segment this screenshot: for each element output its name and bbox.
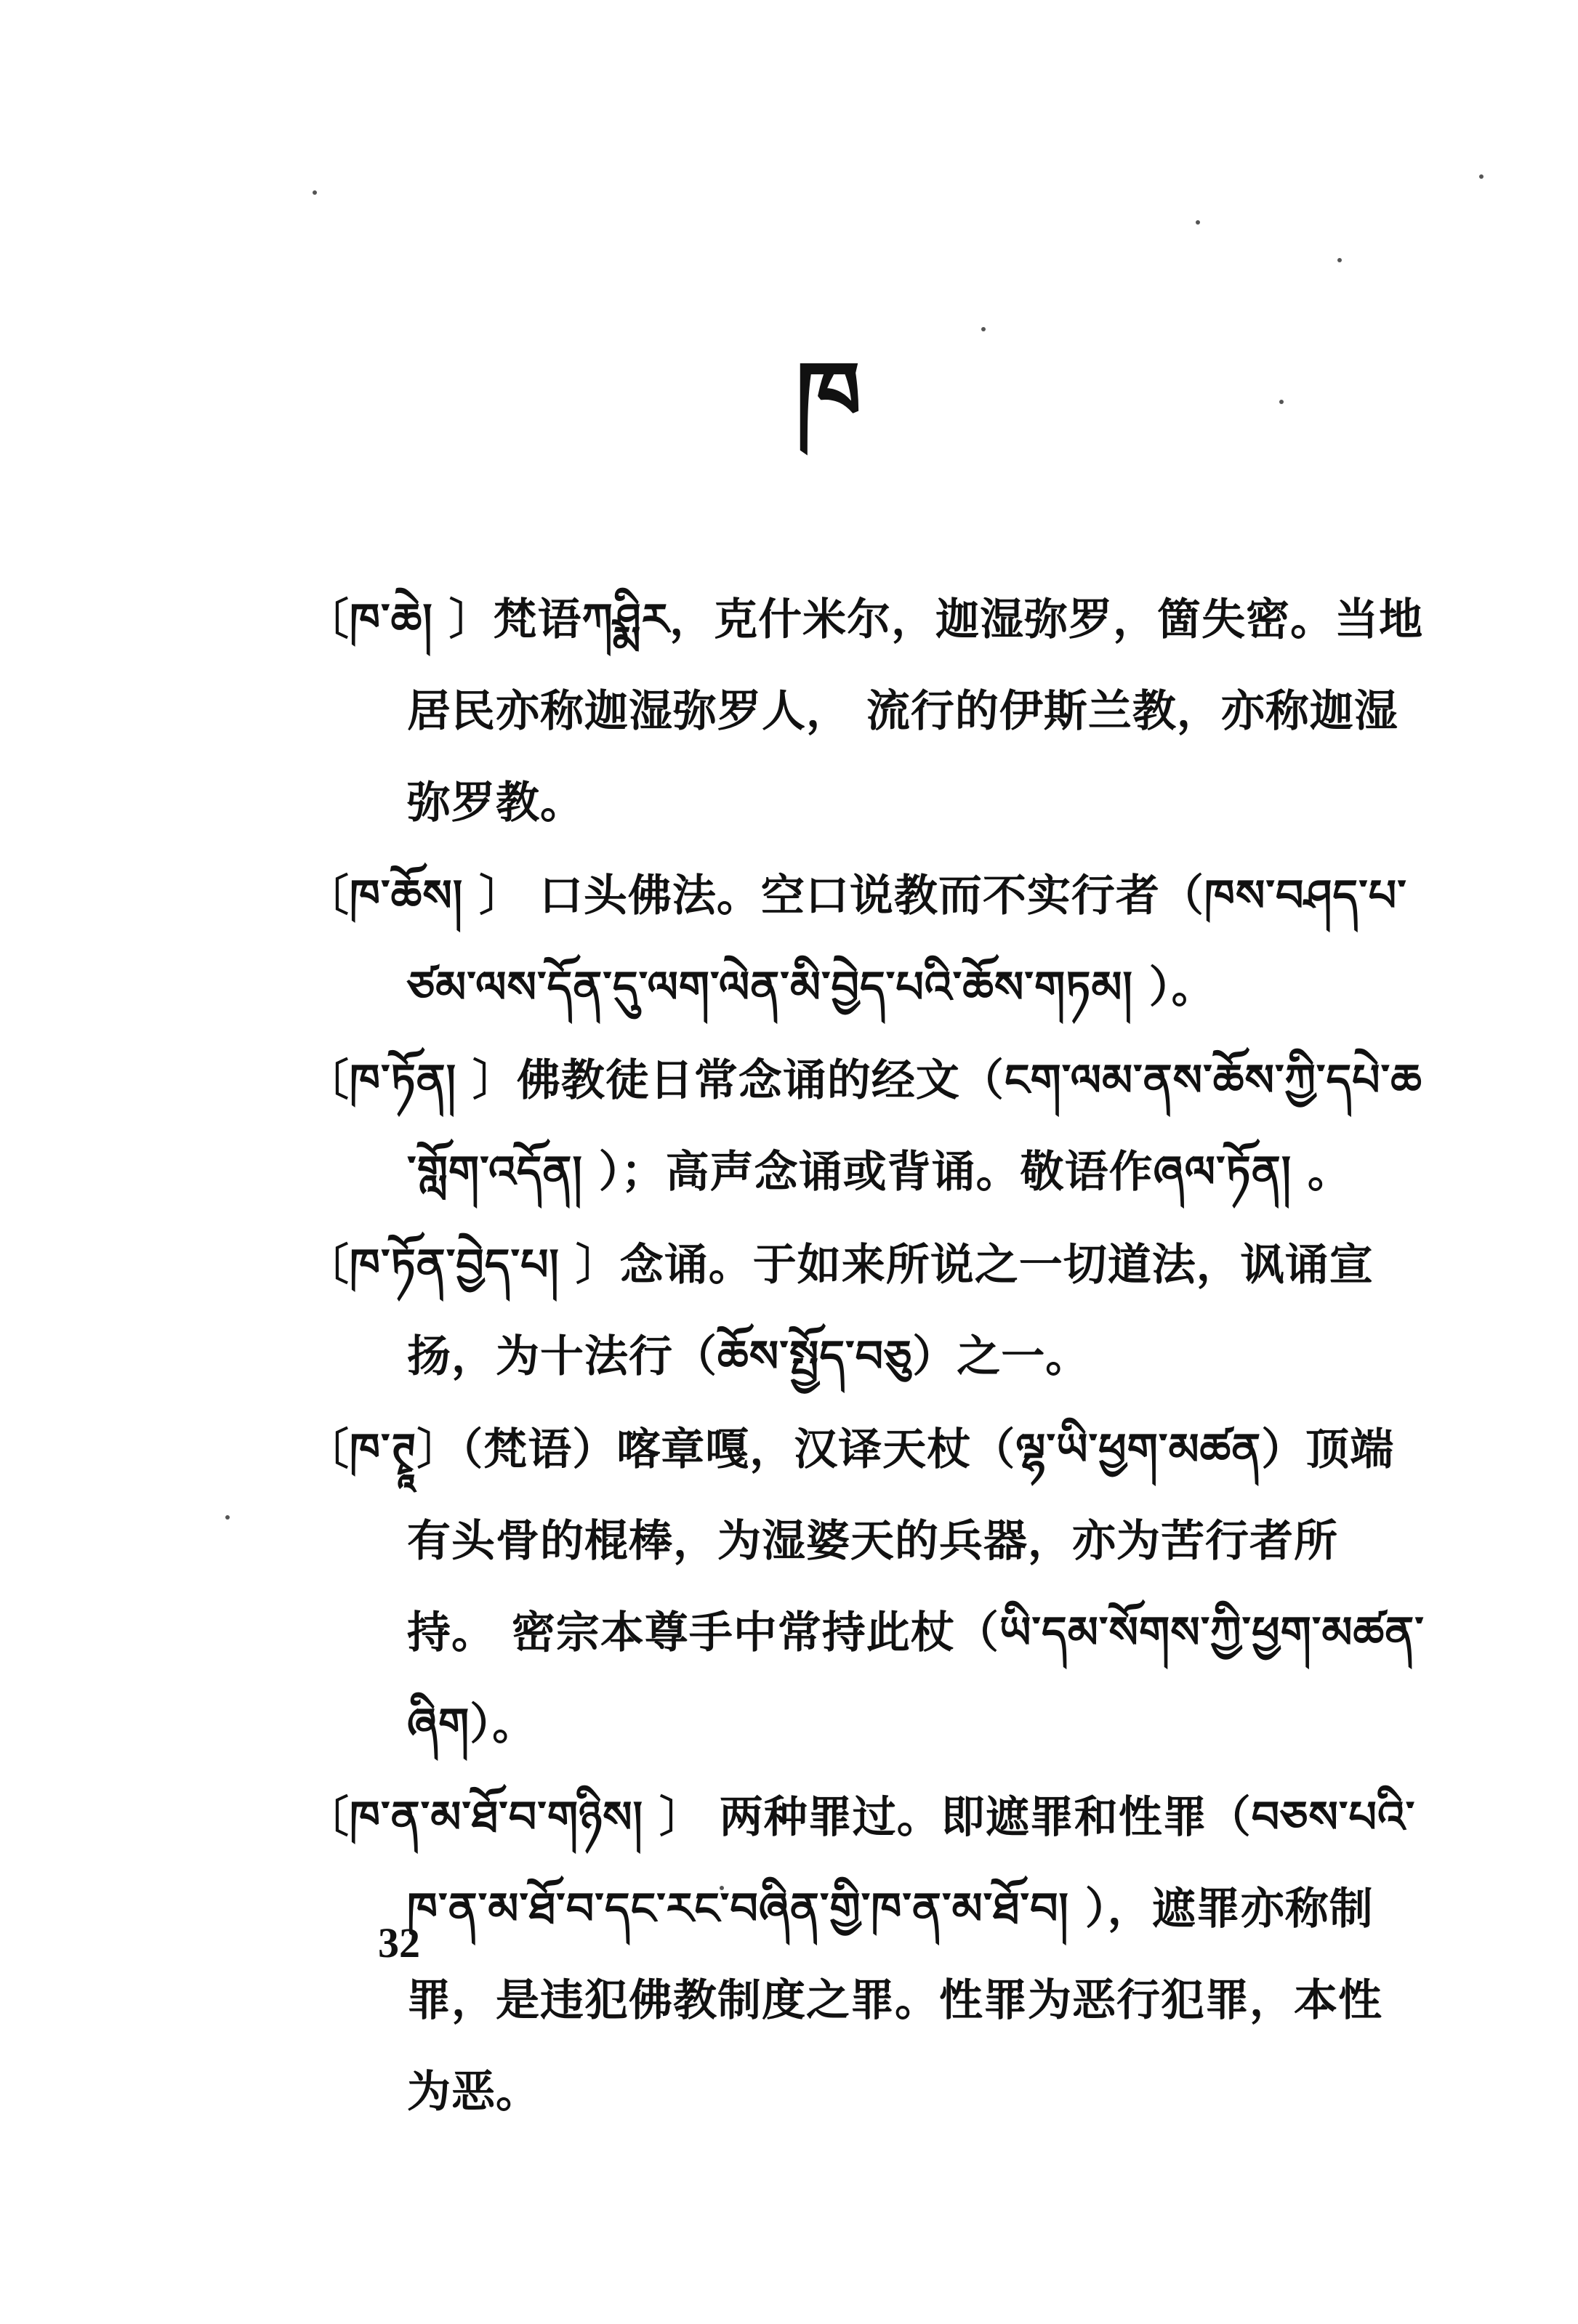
- dictionary-entry: [305, 850, 1425, 1033]
- dictionary-entry: [305, 1035, 1425, 1218]
- entry-definition: （梵语）喀章嘎，汉译天杖（ལྷ་ཡི་ཕྱག་མཚན）顶端有头骨的棍棒，为湿婆天的兵器，亦为苦行者所持。 密宗本尊手中常持此杖（ཡི་དམ་སོགས་ཀྱི་ཕྱག་མཚན་ཞིག）。: [407, 1424, 1425, 1750]
- entry-headword: 〔ཁ་ཆེ། 〕: [305, 594, 494, 645]
- entry-headword: 〔ཁ་ཆོས། 〕: [305, 871, 524, 921]
- dictionary-entry: [305, 574, 1425, 849]
- entry-definition: 梵语ཀཤྨིར，克什米尔，迦湿弥罗，箇失密。当地居民亦称迦湿弥罗人， 流行的伊斯兰教，亦称迦湿弥罗教。: [407, 594, 1424, 828]
- entry-headword: 〔ཁ་ཏོན་བྱེད་པ། 〕: [305, 1240, 620, 1291]
- dictionary-entry: [305, 1219, 1425, 1403]
- scan-speck: [1337, 258, 1342, 262]
- entry-definition: 佛教徒日常念诵的经文（ངག་ལམ་ནས་ཆོས་ཀྱི་དཔེ་ཆ་གློག་འདོན། ）；高声念诵或背诵。敬语作ཞལ་ཏོན། 。: [407, 1055, 1422, 1198]
- entry-headword: 〔ཁ་ན་མ་ཐོ་བ་གཉིས། 〕: [305, 1792, 704, 1843]
- scan-speck: [981, 327, 986, 331]
- entry-headword: 〔ཁ་ཊྭཱ〕: [305, 1424, 462, 1475]
- entry-headword: 〔ཁ་ཏོན། 〕: [305, 1055, 517, 1106]
- scan-speck: [1196, 220, 1200, 225]
- section-heading-letter: ཁ: [795, 340, 862, 451]
- entry-definition: 口头佛法。空口说教而不实行者（ཁས་བཤད་པ་ཙམ་ལས་དོན་དུ་ལག་ལེན་མི་བྱེད་པའི་ཆོས་གཏམ། ）。: [407, 871, 1407, 1013]
- entry-definition: 念诵。于如来所说之一切道法，讽诵宣扬，为十法行（ཆོས་སྤྱོད་བཅུ）之一。: [407, 1240, 1374, 1382]
- scan-speck: [1279, 400, 1284, 404]
- scan-speck: [313, 190, 317, 195]
- dictionary-entry: [305, 1772, 1425, 2138]
- page-number: 32: [378, 1919, 420, 1966]
- scan-speck: [1479, 174, 1484, 179]
- dictionary-entries: [305, 574, 1425, 2139]
- entry-definition: 两种罪过。即遮罪和性罪（བཅས་པའི་ཁ་ན་མ་ཐོ་བ་དང་རང་བཞིན་གྱི་ཁ་ན་མ་ཐོ་བ། ），遮罪亦称制罪，是违犯佛教制度之罪。性罪为恶行犯罪，本性为恶。: [407, 1792, 1416, 2118]
- scan-speck: [225, 1515, 230, 1520]
- dictionary-entry: [305, 1404, 1425, 1770]
